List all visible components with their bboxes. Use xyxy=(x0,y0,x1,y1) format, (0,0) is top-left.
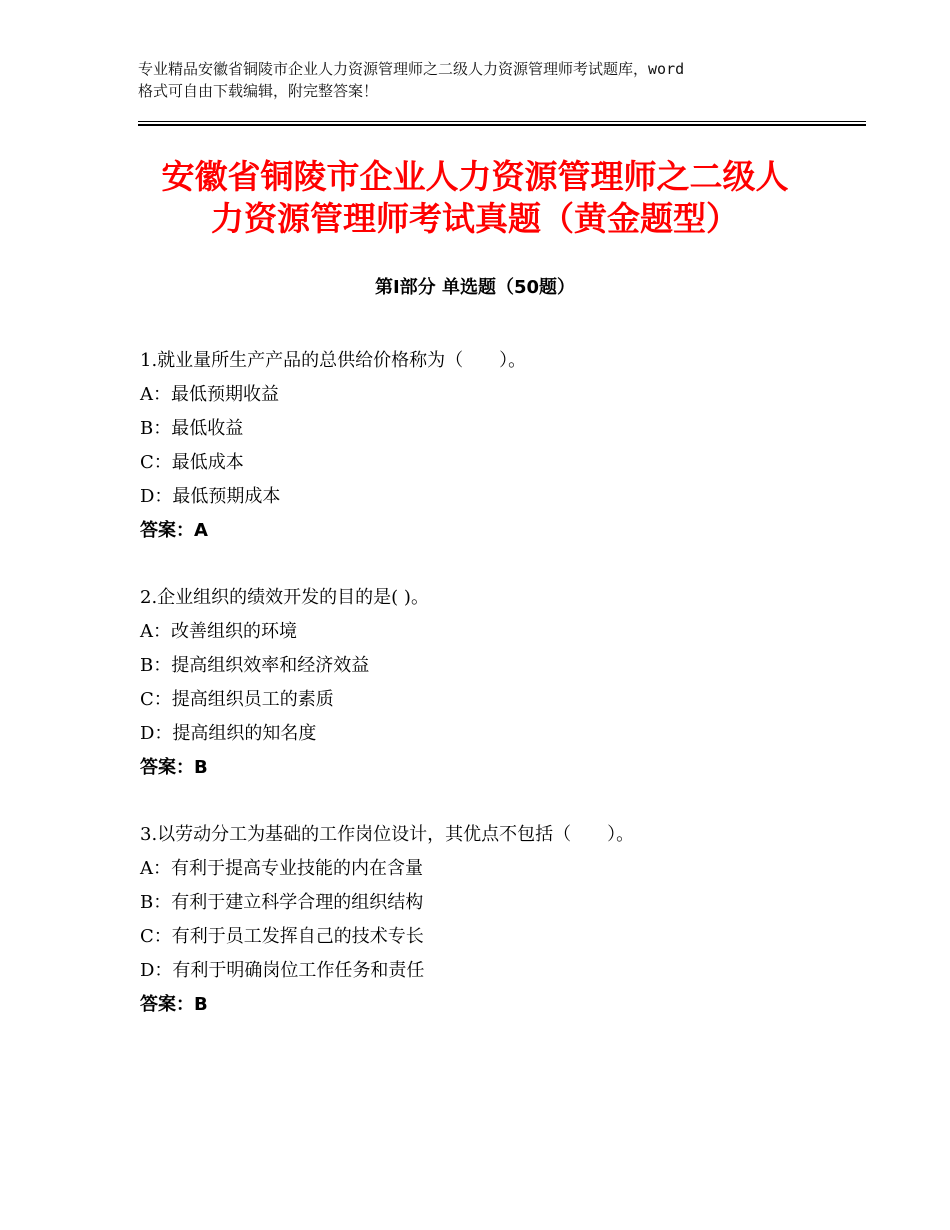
document-title-line-2: 力资源管理师考试真题（黄金题型） xyxy=(211,199,739,238)
question-stem: 1.就业量所生产产品的总供给价格称为（ ）。 xyxy=(140,350,527,371)
option-b: B：提高组织效率和经济效益 xyxy=(140,655,370,676)
option-a: A：改善组织的环境 xyxy=(140,621,297,642)
option-b: B：最低收益 xyxy=(140,418,244,439)
header-note-line-1: 专业精品安徽省铜陵市企业人力资源管理师之二级人力资源管理师考试题库，word xyxy=(138,60,685,78)
option-d: D：提高组织的知名度 xyxy=(140,723,317,744)
header-divider-thick xyxy=(138,124,866,126)
question-stem: 2.企业组织的绩效开发的目的是( )。 xyxy=(140,587,429,608)
question-1 xyxy=(140,344,860,548)
question-list xyxy=(140,344,860,1055)
document-title xyxy=(95,156,855,240)
answer-key: 答案：B xyxy=(140,994,208,1015)
option-c: C：最低成本 xyxy=(140,452,244,473)
question-stem: 3.以劳动分工为基础的工作岗位设计，其优点不包括（ ）。 xyxy=(140,824,635,845)
question-2 xyxy=(140,581,860,785)
header-divider-thin xyxy=(138,121,866,122)
section-heading: 第Ⅰ部分 单选题（50题） xyxy=(374,277,575,298)
answer-key: 答案：A xyxy=(140,520,208,541)
option-a: A：最低预期收益 xyxy=(140,384,279,405)
option-c: C：提高组织员工的素质 xyxy=(140,689,334,710)
document-title-line-1: 安徽省铜陵市企业人力资源管理师之二级人 xyxy=(161,157,789,196)
option-a: A：有利于提高专业技能的内在含量 xyxy=(140,858,423,879)
header-note xyxy=(138,58,828,102)
option-d: D：最低预期成本 xyxy=(140,486,281,507)
answer-key: 答案：B xyxy=(140,757,208,778)
option-b: B：有利于建立科学合理的组织结构 xyxy=(140,892,424,913)
header-note-line-2: 格式可自由下载编辑，附完整答案！ xyxy=(138,82,379,100)
question-3 xyxy=(140,818,860,1022)
option-c: C：有利于员工发挥自己的技术专长 xyxy=(140,926,424,947)
option-d: D：有利于明确岗位工作任务和责任 xyxy=(140,960,425,981)
